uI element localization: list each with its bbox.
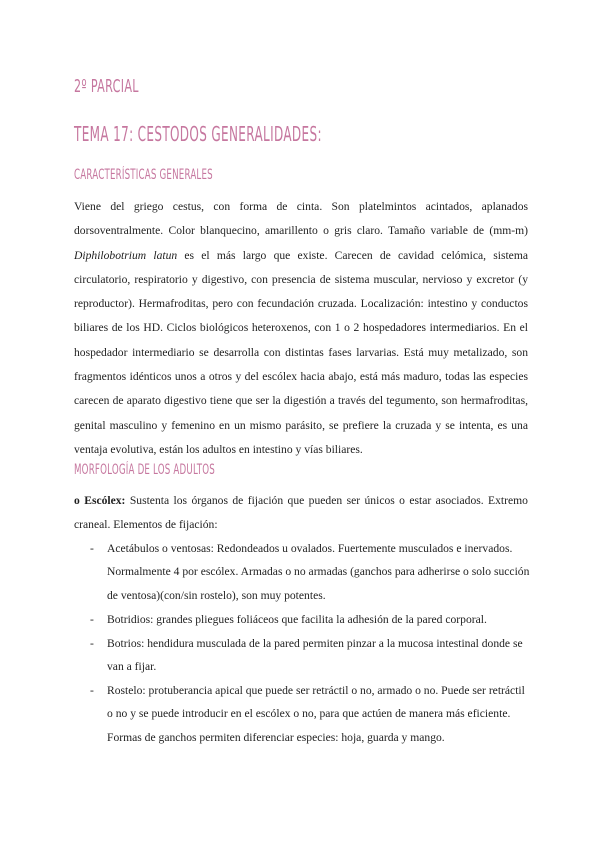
list-item xyxy=(90,537,530,607)
escolex-paragraph xyxy=(74,489,528,538)
list-item xyxy=(90,679,530,749)
list-item-text: Acetábulos o ventosas: Redondeados u ovalados. Fuertemente musculados e inervados. Normalmente 4 por escólex. Armadas o no armadas (ganchos para adherirse o solo succión de ventosa)(con/sin rostelo), son muy potentes. xyxy=(107,542,530,602)
list-bullet: - xyxy=(90,612,94,626)
list-bullet: - xyxy=(90,683,94,697)
list-item-text: Rostelo: protuberancia apical que puede ser retráctil o no, armado o no. Puede ser retráctil o no y se puede introducir en el escólex o no, para que actúen de manera más eficiente. Formas de ganchos permiten diferenciar especies: hoja, guarda y mango. xyxy=(107,683,525,744)
escolex-label: o Escólex: xyxy=(74,494,126,507)
list-item-text: Botridios: grandes pliegues foliáceos que facilita la adhesión de la pared corporal. xyxy=(107,612,487,626)
paragraph-text-part1: Viene del griego cestus, con forma de cinta. Son platelmintos acintados, aplanados dorsoventralmente. Color blanquecino, amarillento o gris claro. Tamaño variable de (mm-m) xyxy=(74,200,528,238)
list-item xyxy=(90,632,530,679)
tema-heading: TEMA 17: CESTODOS GENERALIDADES: xyxy=(74,122,322,146)
caracteristicas-paragraph xyxy=(74,195,528,462)
fijacion-list xyxy=(90,537,530,750)
morfologia-heading: MORFOLOGÍA DE LOS ADULTOS xyxy=(74,462,215,478)
caracteristicas-heading: CARACTERÍSTICAS GENERALES xyxy=(74,167,213,183)
species-name-italic: Diphilobotrium latun xyxy=(74,248,178,262)
paragraph-text-part2: es el más largo que existe. Carecen de cavidad celómica, sistema circulatorio, respiratorio y digestivo, con presencia de sistema muscular, nervioso y excretor (y reproductor). Hermafroditas, pero con fecundación cruzada. Localización: intestino y conductos biliares de los HD. Ciclos biológicos heteroxenos, con 1 o 2 hospedadores intermediarios. En el hospedador intermediario se desarrolla con distintas fases larvarias. Está muy metalizado, son fragmentos idénticos unos a otros y del escólex hacia abajo, está más maduro, todas las especies carecen de aparato digestivo tiene que ser la digestión a través del tegumento, son hermafroditas, genital masculino y femenino en un mismo parásito, se prefiere la cruzada y se intenta, es una ventaja evolutiva, están los adultos en intestino y vías biliares. xyxy=(74,248,528,456)
list-item-text: Botrios: hendidura musculada de la pared permiten pinzar a la mucosa intestinal donde se van a fijar. xyxy=(107,636,523,674)
parcial-heading: 2º PARCIAL xyxy=(74,76,139,97)
escolex-text: Sustenta los órganos de fijación que pueden ser únicos o estar asociados. Extremo craneal. Elementos de fijación: xyxy=(74,494,528,532)
list-item xyxy=(90,608,530,631)
list-bullet: - xyxy=(90,636,94,650)
list-bullet: - xyxy=(90,542,94,555)
